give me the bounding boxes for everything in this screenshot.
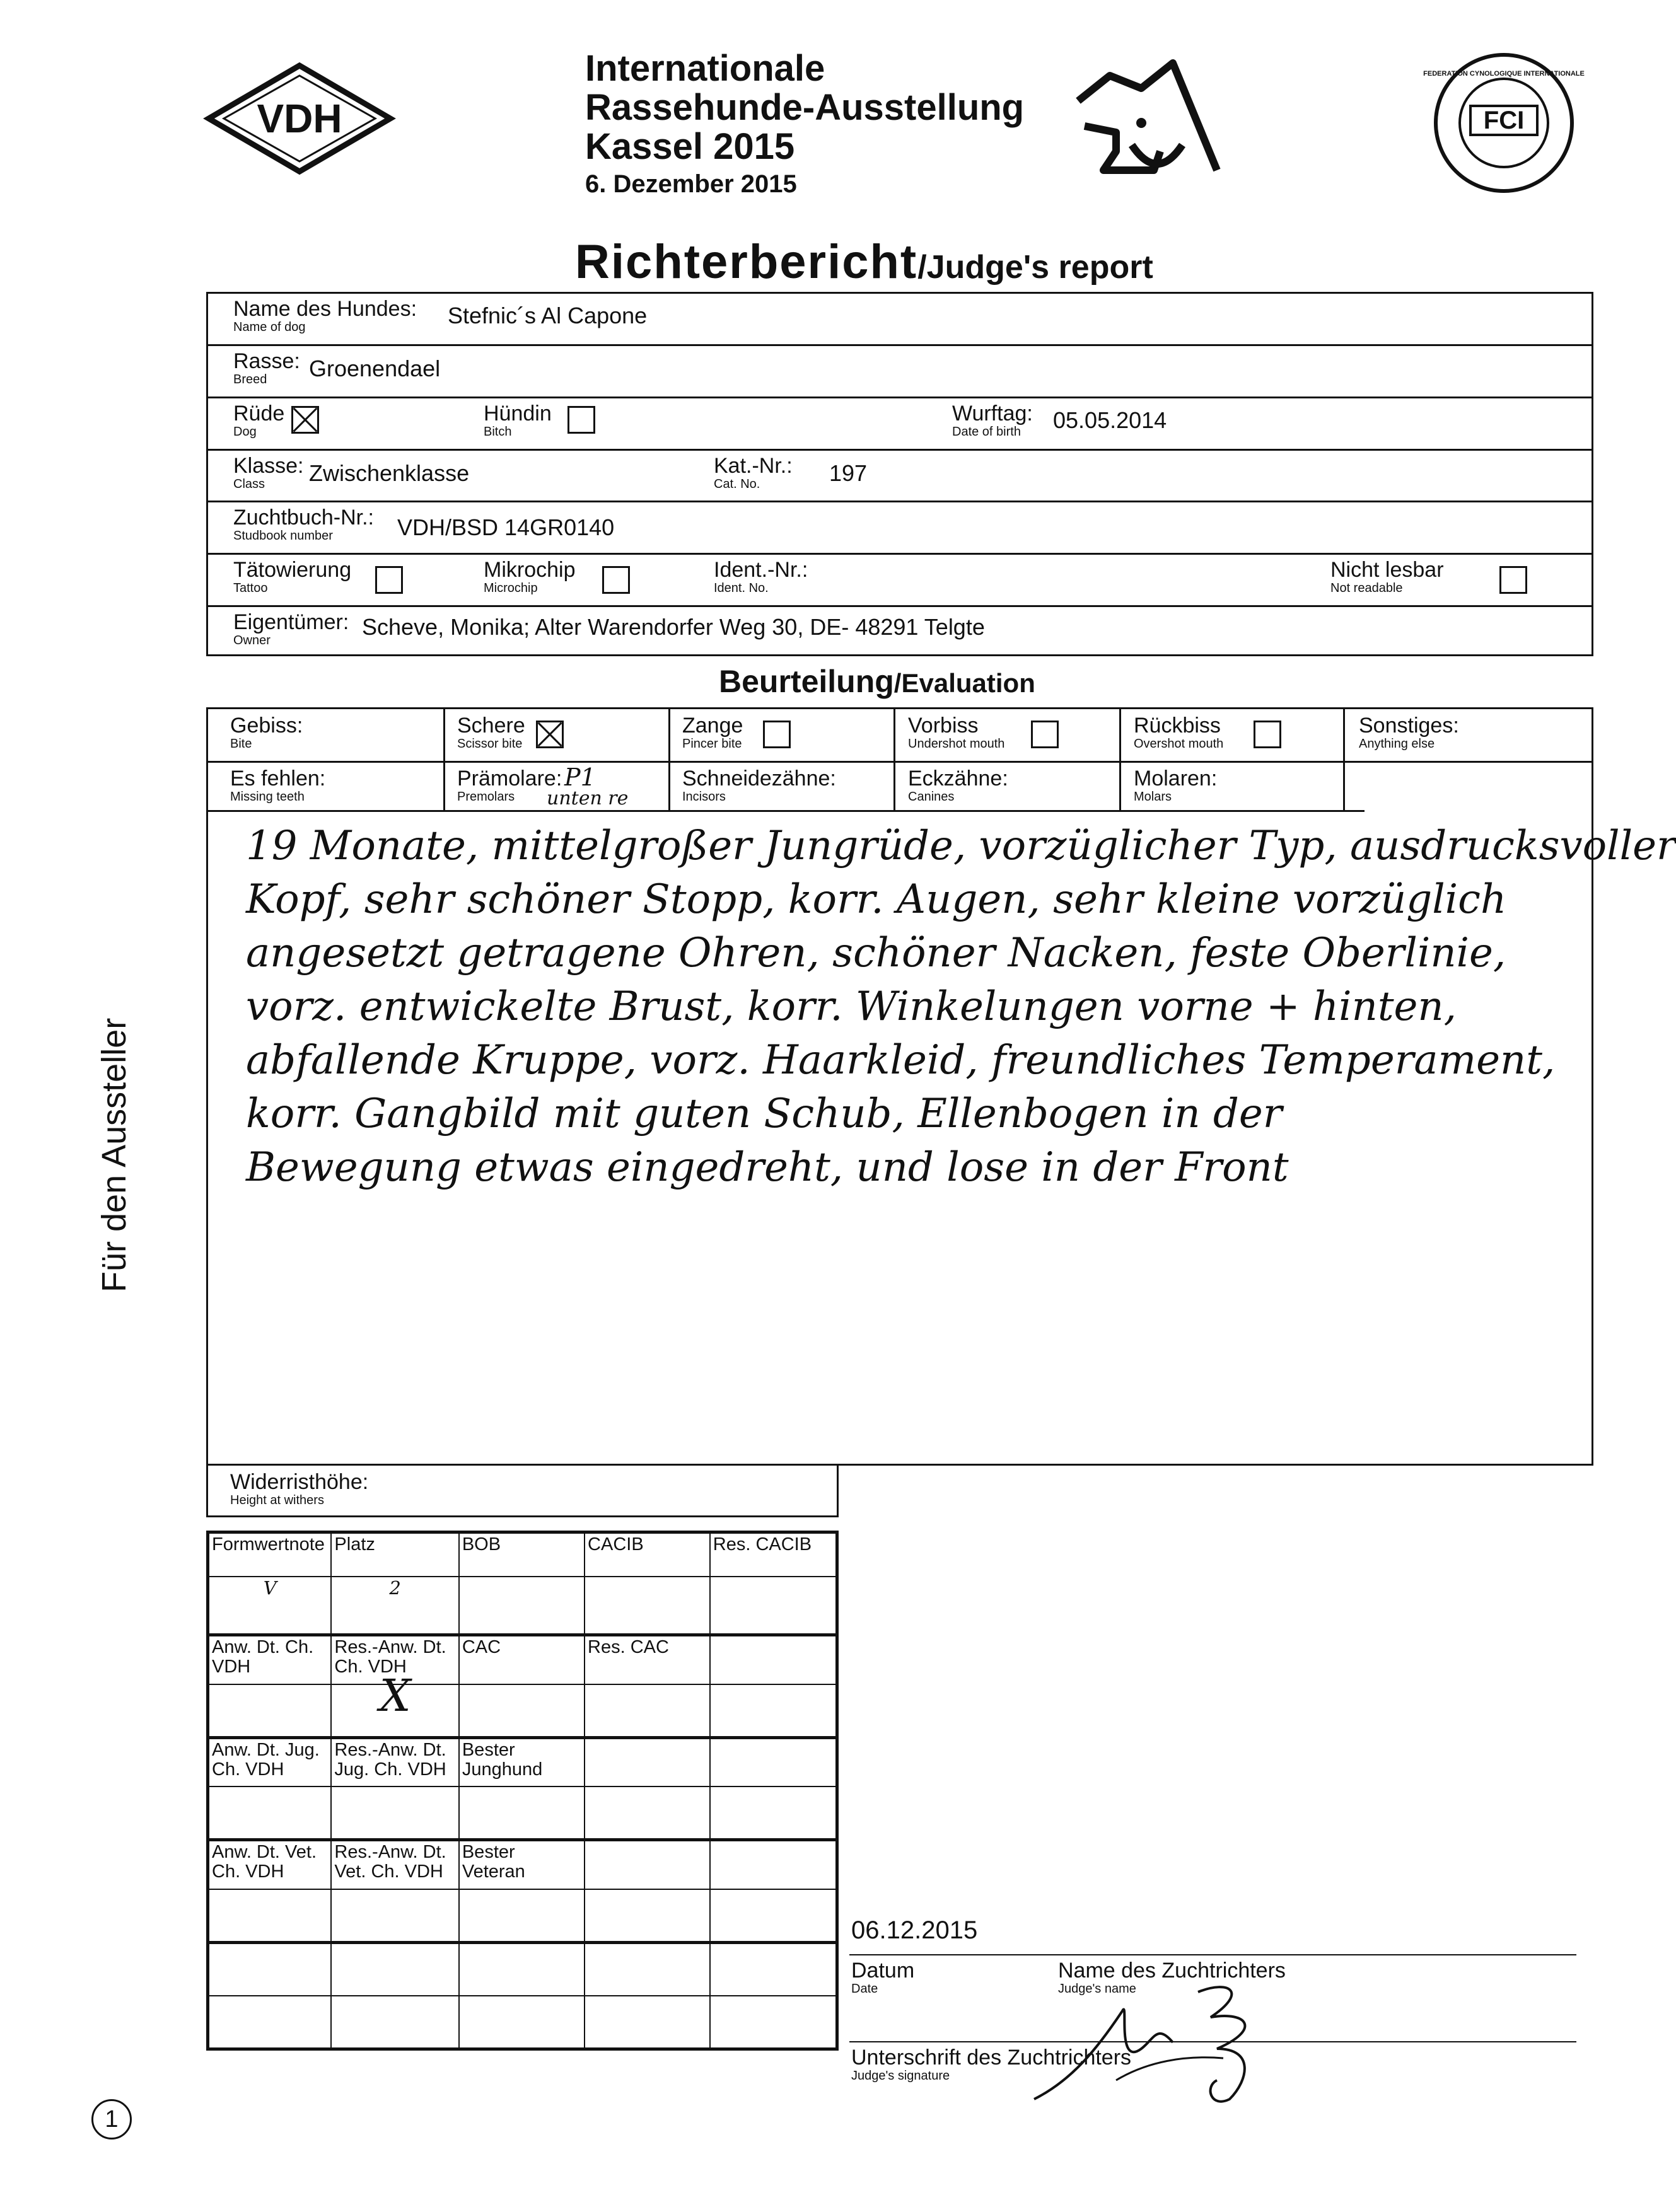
evaluation-box (206, 707, 1676, 1466)
catno-label: Kat.-Nr.: Cat. No. (714, 454, 793, 491)
ident-label: Ident.-Nr.: Ident. No. (714, 558, 808, 595)
evaluation-text-line: Bewegung etwas eingedreht, und lose in der Front (246, 1144, 1289, 1191)
name-label: Name des Hundes: Name of dog (233, 297, 417, 334)
height-box (206, 1464, 839, 1517)
date-label: Datum Date (851, 1959, 915, 1996)
evaluation-text-line: 19 Monate, mittelgroßer Jungrüde, vorzüglicher Typ, ausdrucksvoller (246, 823, 1676, 869)
event-title-line3: Kassel 2015 (585, 126, 795, 167)
anw-dt-jug-label: Anw. Dt. Jug. Ch. VDH (208, 1737, 332, 1786)
tattoo-checkbox[interactable] (375, 566, 403, 594)
event-title-line2: Rassehunde-Ausstellung (585, 87, 1025, 128)
fci-ring-text: FEDERATION CYNOLOGIQUE INTERNATIONALE (1423, 70, 1585, 78)
studbook-label: Zuchtbuch-Nr.: Studbook number (233, 506, 374, 543)
event-title-line1: Internationale (585, 48, 825, 89)
microchip-checkbox[interactable] (602, 566, 630, 594)
male-checkbox[interactable] (291, 406, 319, 434)
female-label: Hündin Bitch (484, 402, 552, 439)
microchip-label: Mikrochip Microchip (484, 558, 576, 595)
page-title-en: /Judge's report (917, 249, 1153, 286)
incisors-label: Schneidezähne: Incisors (682, 767, 836, 804)
evaluation-title: Beurteilung/Evaluation (719, 664, 1035, 699)
evaluation-text-line: Kopf, sehr schöner Stopp, korr. Augen, sehr kleine vorzüglich (246, 876, 1507, 923)
pincer-label: Zange Pincer bite (682, 714, 743, 751)
other-label: Sonstiges: Anything else (1359, 714, 1459, 751)
dog-name: Stefnic´s Al Capone (448, 303, 648, 328)
event-date: 6. Dezember 2015 (585, 170, 797, 198)
scissor-checkbox[interactable] (536, 721, 564, 748)
page-title-de: Richterbericht (575, 235, 918, 289)
results-table (206, 1531, 839, 2051)
header-platz: Platz (331, 1532, 458, 1577)
female-checkbox[interactable] (567, 406, 595, 434)
scissor-label: Schere Scissor bite (457, 714, 525, 751)
cac-label: CAC (459, 1635, 585, 1684)
bite-label: Gebiss: Bite (230, 714, 303, 751)
header-formwert: Formwertnote (208, 1532, 332, 1577)
res-anw-dt-ch-label: Res.-Anw. Dt. Ch. VDH (331, 1635, 458, 1684)
canines-label: Eckzähne: Canines (908, 767, 1008, 804)
dog-head-logo (1072, 50, 1223, 183)
header-res-cacib: Res. CACIB (710, 1532, 837, 1577)
unreadable-label: Nicht lesbar Not readable (1330, 558, 1444, 595)
header-bob: BOB (459, 1532, 585, 1577)
evaluation-text-line: angesetzt getragene Ohren, schöner Nacken, feste Oberlinie, (246, 930, 1506, 976)
vdh-logo (205, 62, 394, 175)
res-anw-dt-jug-label: Res.-Anw. Dt. Jug. Ch. VDH (331, 1737, 458, 1786)
vdh-logo-text: VDH (257, 96, 342, 141)
bester-junghund-label: Bester Junghund (459, 1737, 585, 1786)
anw-dt-vet-label: Anw. Dt. Vet. Ch. VDH (208, 1840, 332, 1889)
molars-label: Molaren: Molars (1134, 767, 1218, 804)
page-number: 1 (91, 2099, 132, 2140)
formwert-value: V (208, 1577, 332, 1635)
evaluation-text-line: korr. Gangbild mit guten Schub, Ellenbogen in der (246, 1091, 1283, 1137)
catno-value: 197 (829, 460, 868, 486)
premolars-label: Prämolare: Premolars (457, 767, 562, 804)
anw-dt-ch-label: Anw. Dt. Ch. VDH (208, 1635, 332, 1684)
overshot-label: Rückbiss Overshot mouth (1134, 714, 1224, 751)
premolars-note-bottom: unten re (547, 787, 629, 809)
evaluation-text-line: abfallende Kruppe, vorz. Haarkleid, freundliches Temperament, (246, 1037, 1556, 1084)
evaluation-text-line: vorz. entwickelte Brust, korr. Winkelungen vorne + hinten, (246, 983, 1457, 1030)
res-anw-dt-vet-label: Res.-Anw. Dt. Vet. Ch. VDH (331, 1840, 458, 1889)
pincer-checkbox[interactable] (763, 721, 791, 748)
judge-name-label: Name des Zuchtrichters Judge's name (1058, 1959, 1286, 1996)
undershot-label: Vorbiss Undershot mouth (908, 714, 1005, 751)
fci-seal (1423, 50, 1585, 195)
premolars-note-top: P1 (564, 763, 596, 791)
header-cacib: CACIB (585, 1532, 710, 1577)
owner-label: Eigentümer: Owner (233, 610, 349, 647)
tattoo-label: Tätowierung Tattoo (233, 558, 352, 595)
res-anw-dt-ch-mark: X (331, 1684, 458, 1737)
breed-value: Groenendael (309, 356, 441, 381)
dog-info-box (206, 292, 1593, 656)
male-label: Rüde Dog (233, 402, 285, 439)
side-label: Für den Aussteller (95, 1017, 133, 1292)
owner-value: Scheve, Monika; Alter Warendorfer Weg 30, DE- 48291 Telgte (362, 614, 985, 640)
event-title (585, 49, 1024, 166)
dob-label: Wurftag: Date of birth (952, 402, 1033, 439)
date-value: 06.12.2015 (851, 1916, 978, 1944)
res-cacib-cell[interactable] (710, 1577, 837, 1635)
overshot-checkbox[interactable] (1254, 721, 1281, 748)
judge-signature (1021, 1973, 1286, 2112)
breed-label: Rasse: Breed (233, 349, 300, 386)
res-cac-cell[interactable] (585, 1684, 710, 1737)
platz-value: 2 (331, 1577, 458, 1635)
class-label: Klasse: Class (233, 454, 304, 491)
dob-value: 05.05.2014 (1053, 407, 1167, 433)
class-value: Zwischenklasse (309, 460, 470, 486)
unreadable-checkbox[interactable] (1499, 566, 1527, 594)
height-label: Widerristhöhe: Height at withers (230, 1470, 369, 1507)
cac-cell[interactable] (459, 1684, 585, 1737)
undershot-checkbox[interactable] (1031, 721, 1059, 748)
page-title (575, 235, 1153, 289)
missing-teeth-label: Es fehlen: Missing teeth (230, 767, 326, 804)
bester-veteran-label: Bester Veteran (459, 1840, 585, 1889)
signature-label: Unterschrift des Zuchtrichters Judge's signature (851, 2046, 1132, 2083)
bob-cell[interactable] (459, 1577, 585, 1635)
anw-dt-ch-cell[interactable] (208, 1684, 332, 1737)
studbook-value: VDH/BSD 14GR0140 (397, 514, 615, 540)
fci-seal-text: FCI (1483, 107, 1525, 134)
res-cac-label: Res. CAC (585, 1635, 710, 1684)
cacib-cell[interactable] (585, 1577, 710, 1635)
